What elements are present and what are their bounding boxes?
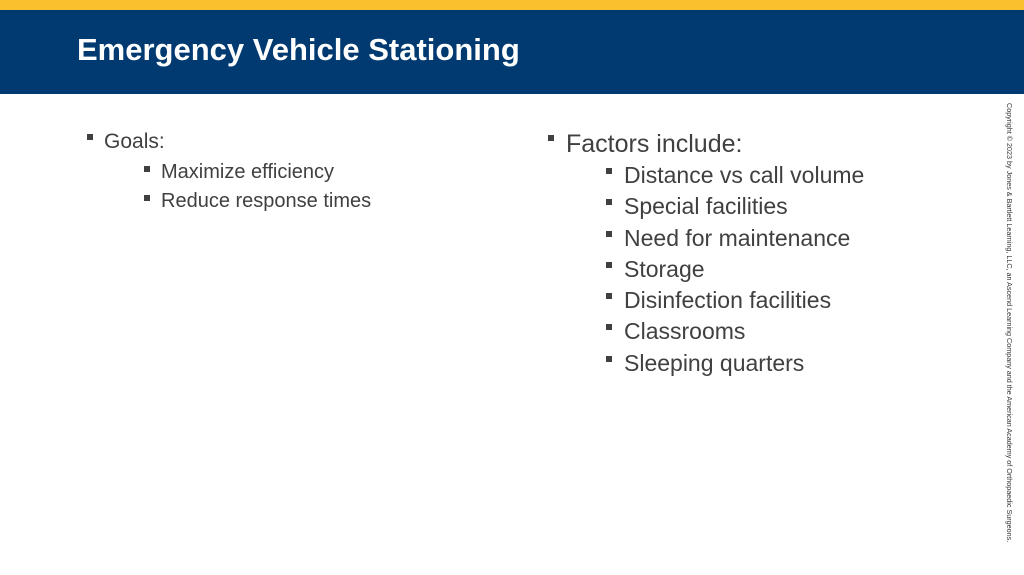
goal-text: Reduce response times — [161, 190, 372, 212]
copyright-notice: Copyright © 2023 by Jones & Bartlett Learning, LLC, an Ascend Learning Company and the American Academy of Orthopaedic Surgeons. — [1005, 103, 1014, 543]
factors-list — [546, 128, 864, 379]
sub-bullet-item — [566, 223, 864, 254]
square-bullet-icon — [144, 166, 150, 172]
factor-text: Classrooms — [624, 318, 746, 345]
goals-list — [85, 128, 371, 216]
square-bullet-icon — [606, 231, 612, 237]
sub-bullet-item — [104, 158, 371, 187]
square-bullet-icon — [87, 134, 93, 140]
factor-text: Distance vs call volume — [624, 162, 865, 188]
sub-bullet-item — [566, 348, 864, 379]
bullet-item — [546, 128, 864, 379]
square-bullet-icon — [606, 168, 612, 174]
factors-sublist — [566, 160, 864, 379]
factor-text: Disinfection facilities — [624, 287, 832, 314]
square-bullet-icon — [548, 135, 554, 141]
goals-sublist — [104, 158, 371, 216]
factors-heading: Factors include: — [566, 130, 743, 158]
sub-bullet-item — [566, 160, 864, 191]
goals-heading: Goals: — [104, 130, 165, 153]
square-bullet-icon — [606, 356, 612, 362]
accent-stripe — [0, 0, 1024, 10]
factor-text: Need for maintenance — [624, 224, 851, 251]
square-bullet-icon — [606, 199, 612, 205]
square-bullet-icon — [606, 293, 612, 299]
slide-title: Emergency Vehicle Stationing — [77, 32, 520, 67]
sub-bullet-item — [566, 191, 864, 222]
bullet-item — [85, 128, 371, 216]
sub-bullet-item — [566, 316, 864, 347]
sub-bullet-item — [566, 285, 864, 316]
square-bullet-icon — [144, 195, 150, 201]
sub-bullet-item — [104, 187, 371, 216]
goal-text: Maximize efficiency — [161, 161, 335, 183]
factor-text: Storage — [624, 255, 705, 282]
factor-text: Sleeping quarters — [624, 349, 805, 376]
factor-text: Special facilities — [624, 193, 788, 220]
square-bullet-icon — [606, 324, 612, 330]
square-bullet-icon — [606, 262, 612, 268]
sub-bullet-item — [566, 254, 864, 285]
title-bar — [0, 10, 1024, 94]
